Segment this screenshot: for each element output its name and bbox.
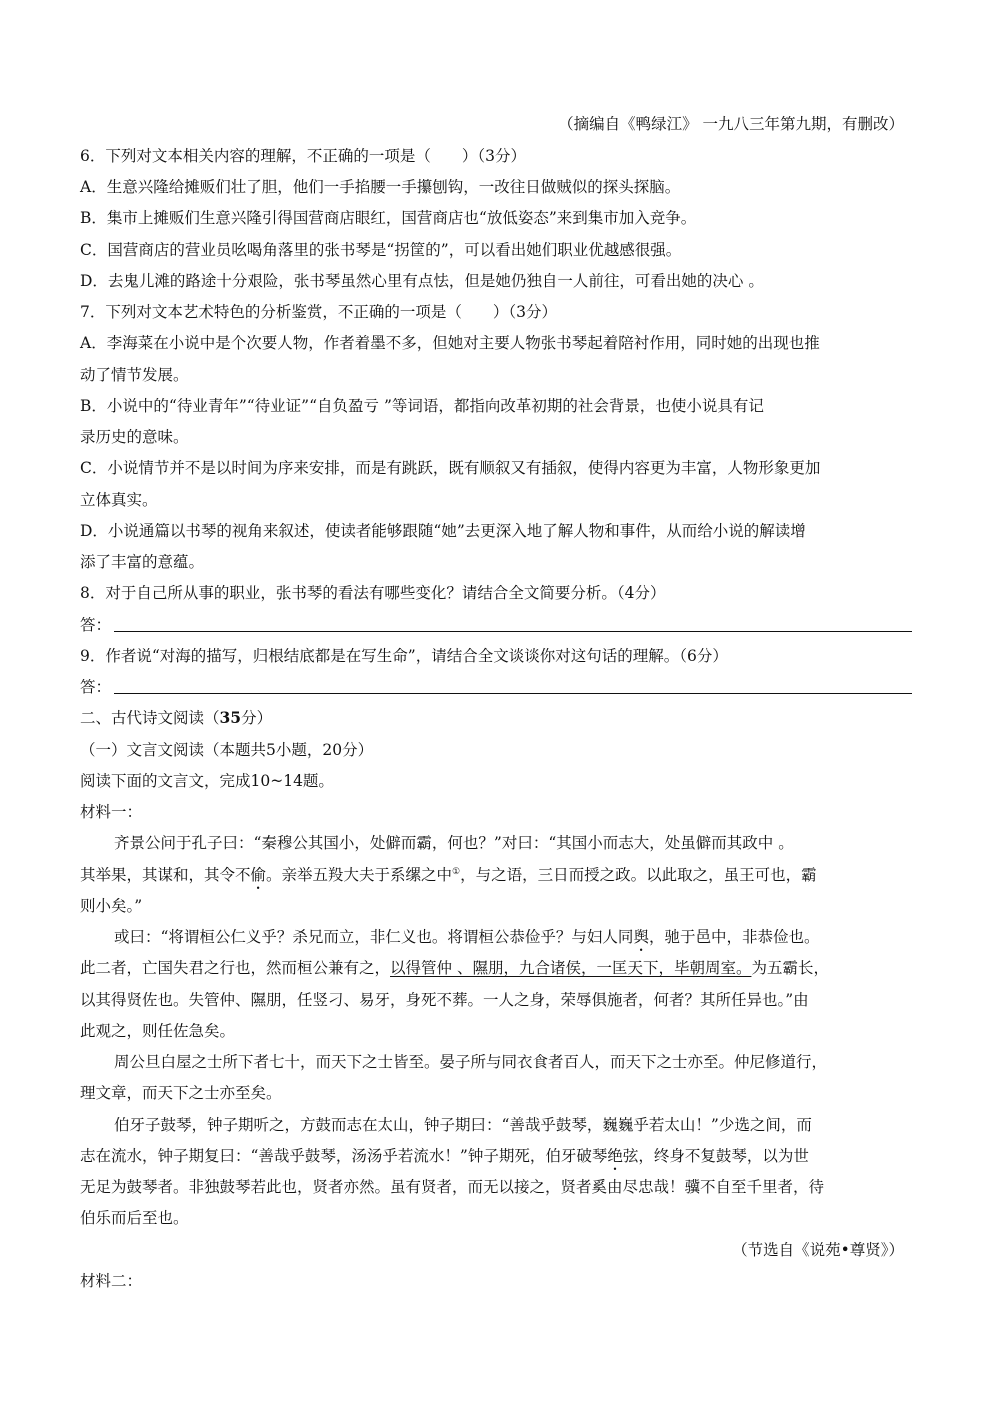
passage-line: 齐景公问于孔子曰：“秦穆公其国小，处僻而霸，何也？”对曰：“其国小而志大，处虽僻而其政中 。 bbox=[114, 834, 794, 852]
question-stem: 8．对于自己所从事的职业，张书琴的看法有哪些变化？请结合全文简要分析。（4分） bbox=[80, 584, 666, 602]
passage-line: 此观之，则任佐急矣。 bbox=[80, 1022, 236, 1040]
answer-line[interactable] bbox=[114, 631, 912, 632]
reading-instruction: 阅读下面的文言文，完成10~14题。 bbox=[80, 772, 334, 790]
passage-line: 无足为鼓琴者。非独鼓琴若此也，贤者亦然。虽有贤者，而无以接之，贤者奚由尽忠哉！骥不自至千里者，待 bbox=[80, 1178, 825, 1196]
option-a: A．生意兴隆给摊贩们壮了胆，他们一手掐腰一手攥刨钩，一改往日做贼似的探头探脑。 bbox=[80, 178, 681, 196]
passage-line: 志在流水，钟子期复曰：“善哉乎鼓琴，汤汤乎若流水！”钟子期死，伯牙破琴绝弦，终身不复鼓琴，以为世 bbox=[80, 1147, 809, 1165]
underlined-sentence: 以得管仲 、隰朋，九合诸侯，一匡天下，毕朝周室。 bbox=[390, 959, 752, 977]
passage-line: 其举果，其谋和，其令不偷。亲举五羖大夫于系缧之中①，与之语，三日而授之政。以此取之，虽王可也，霸 bbox=[80, 866, 817, 884]
passage-line: 此二者，亡国失君之行也，然而桓公兼有之，以得管仲 、隰朋，九合诸侯，一匡天下，毕朝周室。为五霸长， bbox=[80, 959, 829, 977]
footnote-mark: ① bbox=[452, 866, 461, 877]
answer-label: 答： bbox=[80, 678, 112, 696]
passage-line: 伯牙子鼓琴，钟子期听之，方鼓而志在太山，钟子期曰：“善哉乎鼓琴，巍巍乎若太山！”少选之间，而 bbox=[114, 1116, 812, 1134]
section-score: 35 bbox=[219, 708, 242, 727]
option-c: C．国营商店的营业员吆喝角落里的张书琴是“拐筐的”，可以看出她们职业优越感很强。 bbox=[80, 241, 682, 259]
section-heading: 二、古代诗文阅读（35分） bbox=[80, 708, 273, 727]
passage-line: 伯乐而后至也。 bbox=[80, 1209, 189, 1227]
option-d: D．去鬼儿滩的路途十分艰险，张书琴虽然心里有点怯，但是她仍独自一人前往，可看出她的决心 。 bbox=[80, 272, 764, 290]
answer-line[interactable] bbox=[114, 693, 912, 694]
material-1-label: 材料一： bbox=[80, 803, 143, 821]
passage-line: 周公旦白屋之士所下者七十，而天下之士皆至。晏子所与同衣食者百人，而天下之士亦至。仲尼修道行， bbox=[114, 1053, 828, 1071]
answer-label: 答： bbox=[80, 616, 112, 634]
emphasis-char: 偷 bbox=[250, 866, 267, 884]
emphasis-char: 舆 bbox=[633, 928, 649, 946]
source-citation-2: （节选自《说苑•尊贤》） bbox=[732, 1241, 904, 1259]
option-c-cont: 立体真实。 bbox=[80, 491, 158, 509]
option-a: A．李海菜在小说中是个次要人物，作者着墨不多，但她对主要人物张书琴起着陪衬作用，同时她的出现也推 bbox=[80, 334, 820, 352]
source-citation-1: （摘编自《鸭绿江》 一九八三年第九期，有删改） bbox=[558, 115, 904, 133]
option-b: B．集市上摊贩们生意兴隆引得国营商店眼红，国营商店也“放低姿态”来到集市加入竞争。 bbox=[80, 209, 697, 227]
passage-line: 或曰：“将谓桓公仁义乎？杀兄而立，非仁义也。将谓桓公恭俭乎？与妇人同舆，驰于邑中，非恭俭也。 bbox=[114, 928, 820, 946]
option-d: D．小说通篇以书琴的视角来叙述，使读者能够跟随“她”去更深入地了解人物和事件，从而给小说的解读增 bbox=[80, 522, 806, 540]
question-stem: 6．下列对文本相关内容的理解，不正确的一项是（ ）（3分） bbox=[80, 147, 526, 165]
emphasis-char: 绝 bbox=[607, 1147, 623, 1165]
passage-line: 以其得贤佐也。失管仲、隰朋，任竖刁、易牙，身死不葬。一人之身，荣辱俱施者，何者？其所任异也。”由 bbox=[80, 991, 809, 1009]
option-d-cont: 添了丰富的意蕴。 bbox=[80, 553, 205, 571]
subsection-heading: （一）文言文阅读（本题共5小题，20分） bbox=[80, 741, 374, 759]
passage-line: 则小矣。” bbox=[80, 897, 143, 915]
option-c: C．小说情节并不是以时间为序来安排，而是有跳跃，既有顺叙又有插叙，使得内容更为丰富，人物形象更加 bbox=[80, 459, 821, 477]
option-b-cont: 录历史的意味。 bbox=[80, 428, 189, 446]
material-2-label: 材料二： bbox=[80, 1272, 143, 1290]
option-a-cont: 动了情节发展。 bbox=[80, 366, 189, 384]
question-stem: 7．下列对文本艺术特色的分析鉴赏，不正确的一项是（ ）（3分） bbox=[80, 303, 557, 321]
passage-line: 理文章，而天下之士亦至矣。 bbox=[80, 1084, 282, 1102]
option-b: B．小说中的“待业青年”“待业证”“自负盈亏 ”等词语，都指向改革初期的社会背景，也使小说具有记 bbox=[80, 397, 764, 415]
question-stem: 9．作者说“对海的描写，归根结底都是在写生命”，请结合全文谈谈你对这句话的理解。（6分） bbox=[80, 647, 728, 665]
